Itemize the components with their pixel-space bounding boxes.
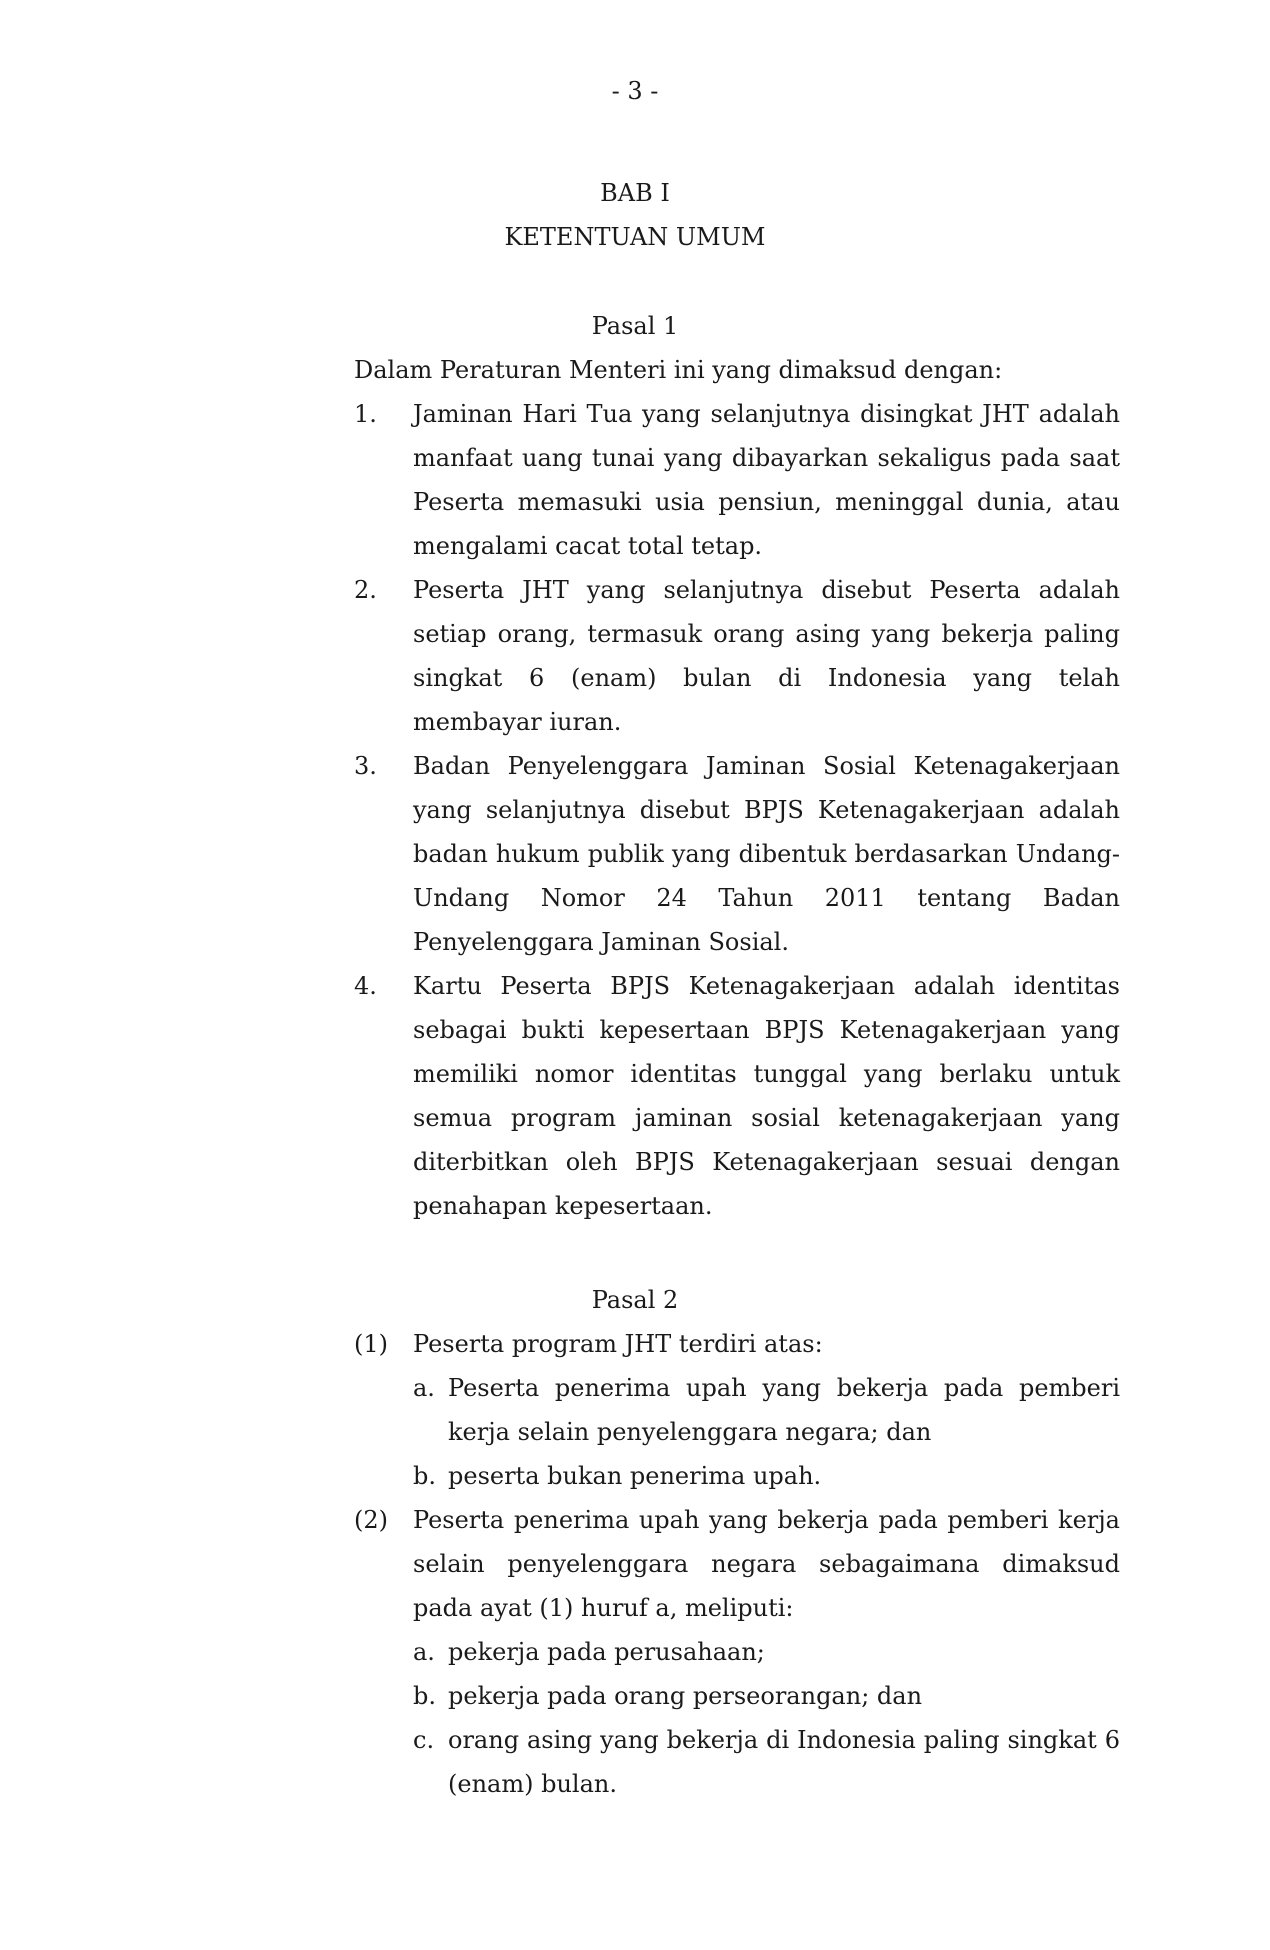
sub-item (413, 1674, 1120, 1718)
ayat-number: (2) (354, 1506, 388, 1534)
sub-letter: b. (413, 1462, 436, 1490)
pasal-1-body (354, 348, 1120, 1228)
page-number: - 3 - (611, 77, 659, 105)
ayat-content (413, 1322, 1120, 1498)
definition-item (354, 964, 1120, 1228)
chapter-title: BAB I (600, 179, 670, 207)
sub-text: pekerja pada perusahaan; (448, 1638, 765, 1666)
definition-number: 4. (354, 972, 377, 1000)
sub-text: pekerja pada orang perseorangan; dan (448, 1682, 923, 1710)
sub-item (413, 1454, 1120, 1498)
ayat-text: Peserta penerima upah yang bekerja pada pemberi kerja selain penyelenggara negara sebagaimana dimaksud pada ayat (1) huruf a, meliputi: (413, 1506, 1120, 1622)
sub-item (413, 1366, 1120, 1454)
pasal-2-title: Pasal 2 (591, 1286, 679, 1314)
sub-letter: c. (413, 1726, 435, 1754)
definition-item (354, 744, 1120, 964)
chapter-subtitle: KETENTUAN UMUM (504, 223, 766, 251)
sub-letter: a. (413, 1638, 435, 1666)
definition-text: Jaminan Hari Tua yang selanjutnya disingkat JHT adalah manfaat uang tunai yang dibayarkan sekaligus pada saat Peserta memasuki usia pensiun, meninggal dunia, atau mengalami cacat total tetap. (413, 400, 1120, 560)
definition-text: Peserta JHT yang selanjutnya disebut Peserta adalah setiap orang, termasuk orang asing yang bekerja paling singkat 6 (enam) bulan di Indonesia yang telah membayar iuran. (413, 576, 1120, 736)
definition-number: 2. (354, 576, 377, 604)
ayat-item (354, 1498, 1120, 1806)
sub-letter: b. (413, 1682, 436, 1710)
sub-text: peserta bukan penerima upah. (448, 1462, 822, 1490)
definition-number: 3. (354, 752, 377, 780)
sub-text: Peserta penerima upah yang bekerja pada pemberi kerja selain penyelenggara negara; dan (448, 1374, 1120, 1446)
pasal-2-body (354, 1322, 1120, 1806)
definition-item (354, 568, 1120, 744)
ayat-content (413, 1498, 1120, 1806)
sub-letter: a. (413, 1374, 435, 1402)
sub-item (413, 1718, 1120, 1806)
pasal-1-intro: Dalam Peraturan Menteri ini yang dimaksud dengan: (354, 356, 1003, 384)
definition-text: Kartu Peserta BPJS Ketenagakerjaan adalah identitas sebagai bukti kepesertaan BPJS Ketenagakerjaan yang memiliki nomor identitas tunggal yang berlaku untuk semua program jaminan sosial ketenagakerjaan yang diterbitkan oleh BPJS Ketenagakerjaan sesuai dengan penahapan kepesertaan. (413, 972, 1120, 1220)
sub-text: orang asing yang bekerja di Indonesia paling singkat 6 (enam) bulan. (448, 1726, 1120, 1798)
definition-item (354, 392, 1120, 568)
sub-item (413, 1630, 1120, 1674)
pasal-1-title: Pasal 1 (591, 312, 679, 340)
definition-text: Badan Penyelenggara Jaminan Sosial Ketenagakerjaan yang selanjutnya disebut BPJS Ketenagakerjaan adalah badan hukum publik yang dibentuk berdasarkan Undang-Undang Nomor 24 Tahun 2011 tentang Badan Penyelenggara Jaminan Sosial. (413, 752, 1120, 956)
ayat-item (354, 1322, 1120, 1498)
definition-number: 1. (354, 400, 377, 428)
ayat-number: (1) (354, 1330, 388, 1358)
ayat-text: Peserta program JHT terdiri atas: (413, 1330, 823, 1358)
